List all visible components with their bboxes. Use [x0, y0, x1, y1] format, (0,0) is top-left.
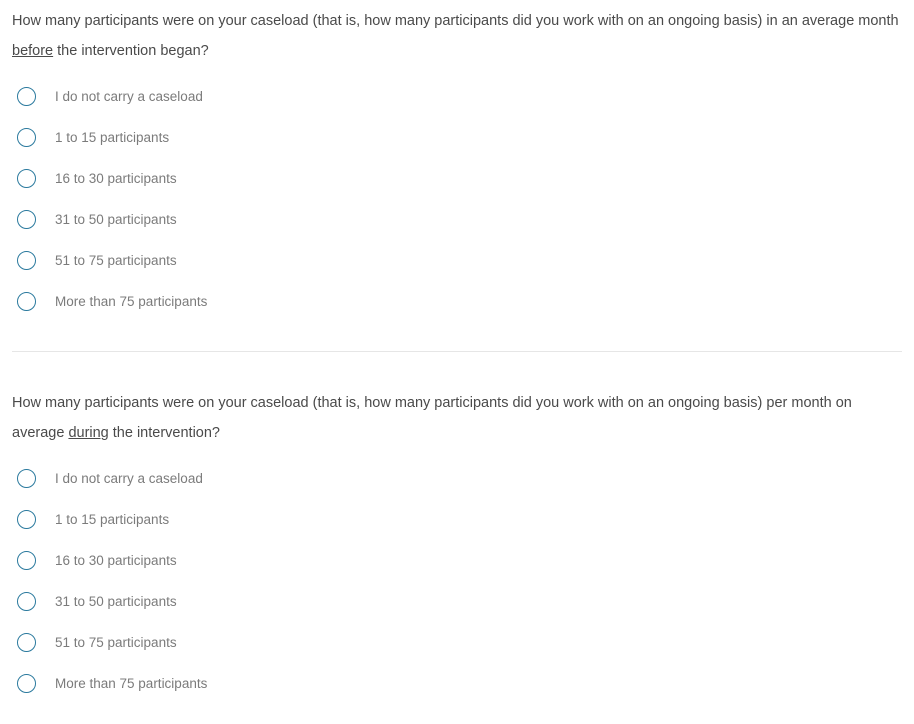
- option-row[interactable]: [12, 199, 902, 240]
- radio-button-icon[interactable]: [17, 510, 36, 529]
- option-label: More than 75 participants: [55, 676, 208, 691]
- option-row[interactable]: [12, 281, 902, 322]
- option-row[interactable]: [12, 76, 902, 117]
- radio-button-icon[interactable]: [17, 551, 36, 570]
- question-text-1-suffix: the intervention began?: [53, 43, 209, 59]
- question-text-2-emphasis: during: [68, 425, 109, 441]
- radio-button-icon[interactable]: [17, 292, 36, 311]
- option-label: 16 to 30 participants: [55, 553, 177, 568]
- question-text-1: [12, 6, 902, 66]
- option-label: 51 to 75 participants: [55, 635, 177, 650]
- radio-button-icon[interactable]: [17, 87, 36, 106]
- question-text-2-prefix: How many participants were on your caseload (that is, how many participants did you work with on an ongoing basis) per month on average: [12, 395, 852, 441]
- option-label: I do not carry a caseload: [55, 471, 203, 486]
- option-row[interactable]: [12, 663, 902, 704]
- question-block-2: [12, 382, 902, 704]
- option-row[interactable]: [12, 581, 902, 622]
- option-label: 16 to 30 participants: [55, 171, 177, 186]
- radio-button-icon[interactable]: [17, 674, 36, 693]
- option-row[interactable]: [12, 117, 902, 158]
- radio-button-icon[interactable]: [17, 592, 36, 611]
- option-row[interactable]: [12, 540, 902, 581]
- radio-button-icon[interactable]: [17, 633, 36, 652]
- spacer: [12, 352, 902, 382]
- radio-button-icon[interactable]: [17, 169, 36, 188]
- radio-button-icon[interactable]: [17, 251, 36, 270]
- question-text-2-suffix: the intervention?: [108, 425, 220, 441]
- question-text-1-prefix: How many participants were on your caseload (that is, how many participants did you work with on an ongoing basis) in an average month: [12, 13, 899, 29]
- radio-button-icon[interactable]: [17, 128, 36, 147]
- option-label: 31 to 50 participants: [55, 594, 177, 609]
- option-row[interactable]: [12, 240, 902, 281]
- option-label: 31 to 50 participants: [55, 212, 177, 227]
- option-row[interactable]: [12, 158, 902, 199]
- option-label: 1 to 15 participants: [55, 130, 170, 145]
- option-row[interactable]: [12, 622, 902, 663]
- radio-button-icon[interactable]: [17, 210, 36, 229]
- options-list-1: [12, 76, 902, 322]
- question-text-1-emphasis: before: [12, 43, 54, 59]
- option-row[interactable]: [12, 458, 902, 499]
- option-label: More than 75 participants: [55, 294, 208, 309]
- option-label: 1 to 15 participants: [55, 512, 170, 527]
- question-text-2: [12, 388, 902, 448]
- option-label: 51 to 75 participants: [55, 253, 177, 268]
- option-row[interactable]: [12, 499, 902, 540]
- question-block-1: [12, 0, 902, 322]
- options-list-2: [12, 458, 902, 704]
- radio-button-icon[interactable]: [17, 469, 36, 488]
- option-label: I do not carry a caseload: [55, 89, 203, 104]
